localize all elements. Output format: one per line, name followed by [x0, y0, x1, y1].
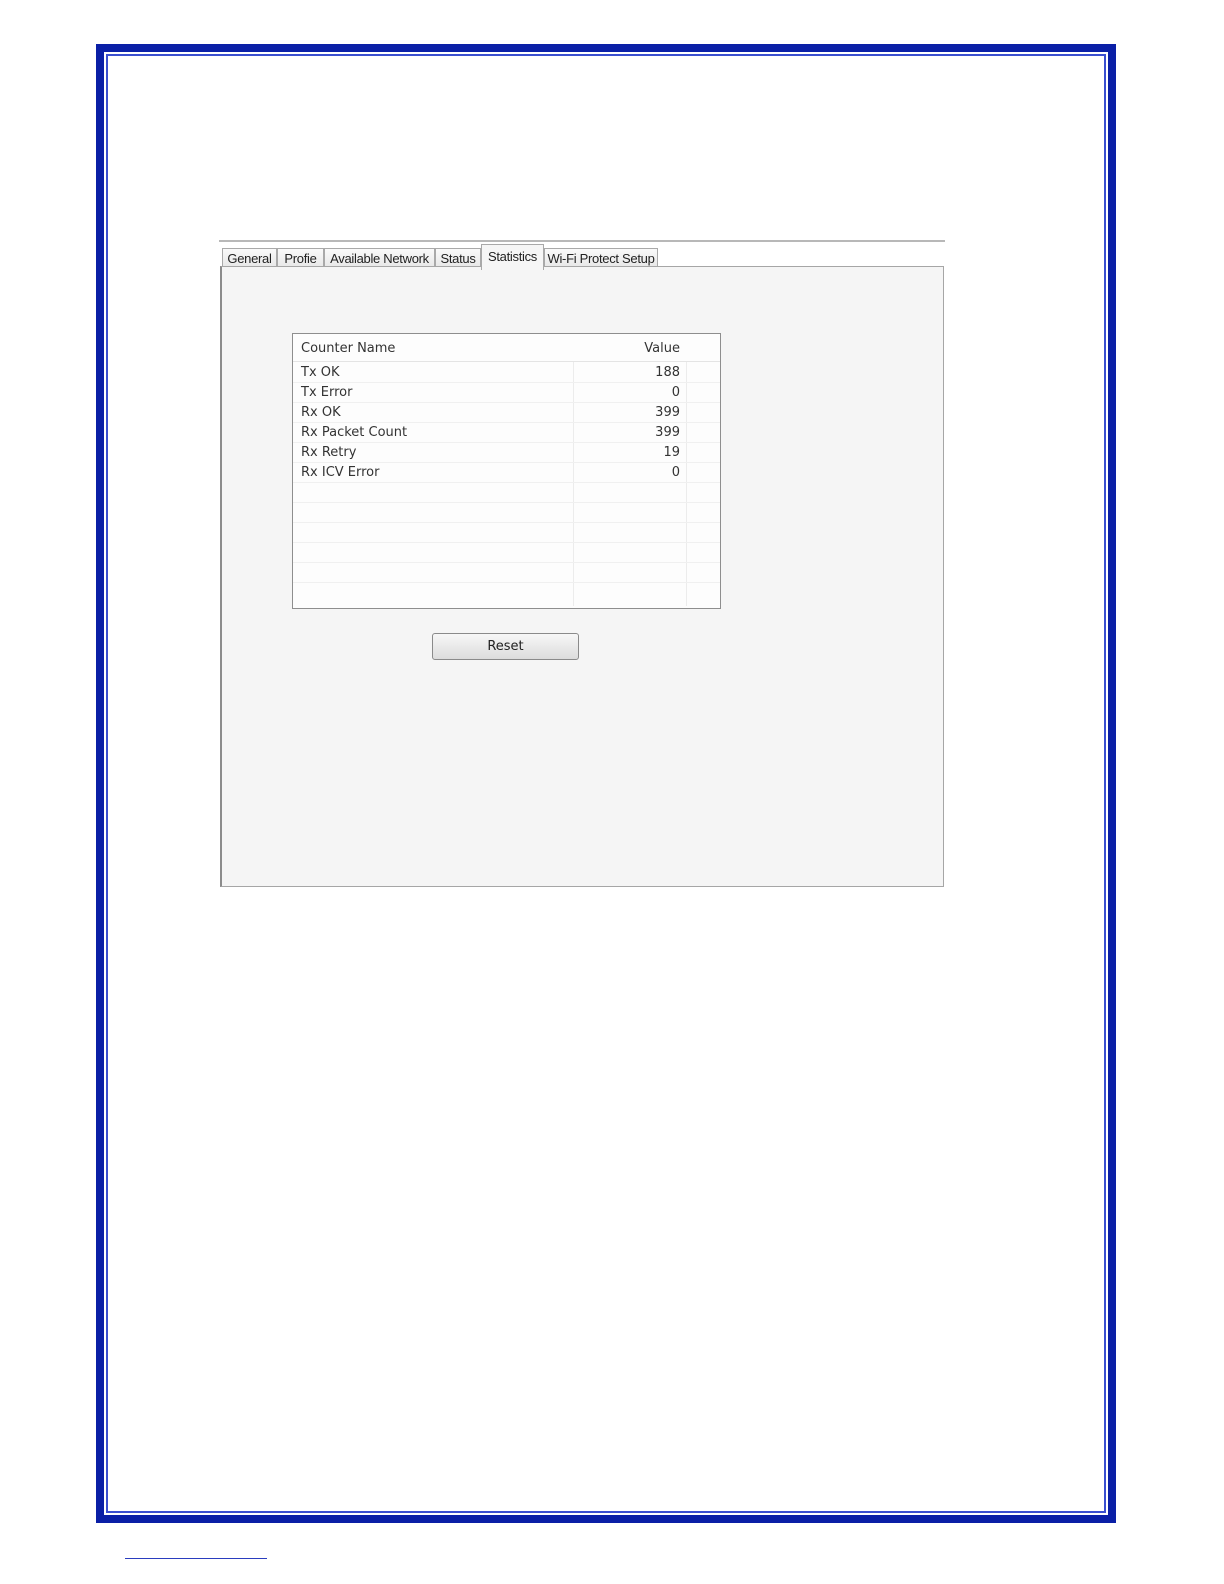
counter-name: Rx OK: [301, 405, 341, 420]
statistics-list[interactable]: [292, 333, 721, 609]
footer-rule: [125, 1558, 267, 1559]
tab-statistics[interactable]: Statistics: [481, 244, 544, 270]
tab-status[interactable]: Status: [435, 248, 481, 269]
counter-name: Rx ICV Error: [301, 465, 380, 480]
list-header: [293, 334, 720, 362]
column-header-counter-name[interactable]: Counter Name: [301, 341, 396, 356]
tab-available-network[interactable]: Available Network: [324, 248, 435, 269]
counter-value: 0: [671, 385, 680, 400]
counter-value: 399: [655, 425, 680, 440]
statistics-panel: [220, 266, 944, 887]
counter-name: Tx Error: [301, 385, 353, 400]
counter-name: Rx Retry: [301, 445, 357, 460]
counter-name: Tx OK: [301, 365, 340, 380]
column-header-value[interactable]: Value: [644, 341, 680, 356]
counter-value: 399: [655, 405, 680, 420]
table-row[interactable]: [293, 443, 720, 463]
tab-general[interactable]: General: [222, 248, 277, 269]
table-row[interactable]: [293, 403, 720, 423]
empty-row: [293, 503, 720, 523]
table-row[interactable]: [293, 363, 720, 383]
counter-value: 19: [663, 445, 680, 460]
tab-profile[interactable]: Profie: [277, 248, 324, 269]
table-row[interactable]: [293, 463, 720, 483]
utility-window: [219, 240, 945, 888]
tab-strip: [219, 240, 945, 267]
table-row[interactable]: [293, 383, 720, 403]
tab-wifi-protect-setup[interactable]: Wi-Fi Protect Setup: [544, 248, 658, 269]
reset-button[interactable]: Reset: [432, 633, 579, 660]
empty-row: [293, 543, 720, 563]
empty-row: [293, 483, 720, 503]
table-row[interactable]: [293, 423, 720, 443]
empty-row: [293, 523, 720, 543]
empty-row: [293, 563, 720, 583]
counter-name: Rx Packet Count: [301, 425, 408, 440]
counter-value: 188: [655, 365, 680, 380]
counter-value: 0: [671, 465, 680, 480]
